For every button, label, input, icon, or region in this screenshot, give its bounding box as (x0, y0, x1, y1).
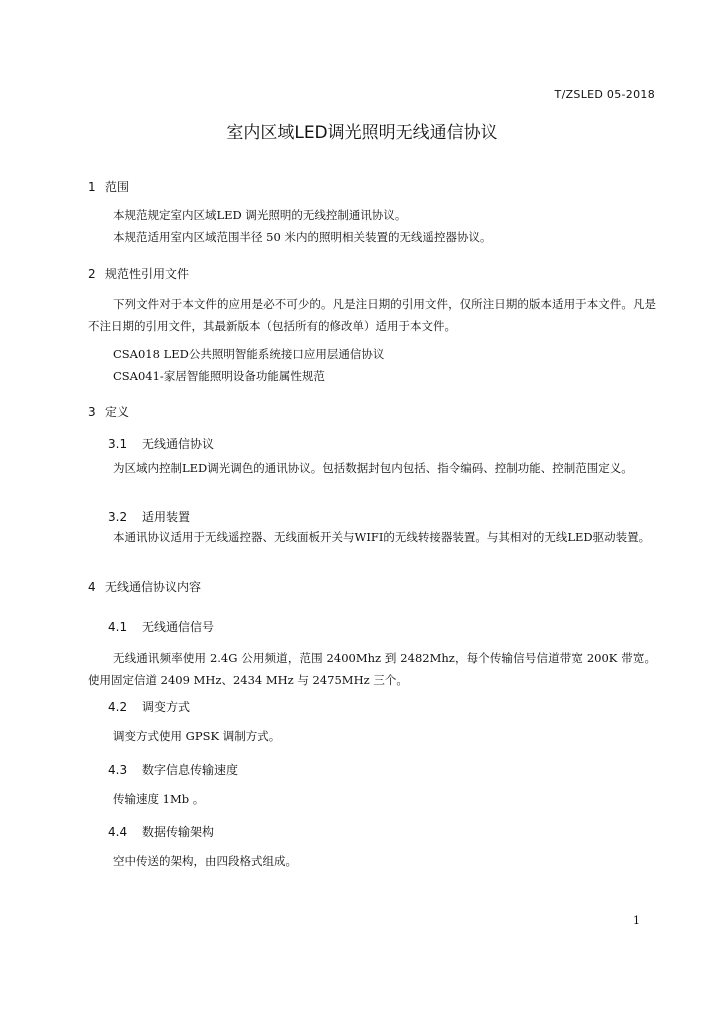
subsection-title: 无线通信协议 (142, 437, 215, 451)
section-title: 无线通信协议内容 (105, 580, 202, 594)
page-number: 1 (633, 914, 640, 927)
subsection-number: 4.3 (108, 763, 128, 777)
section-title: 规范性引用文件 (105, 267, 190, 281)
subsection-4-1-heading (108, 618, 214, 635)
subsection-number: 4.2 (108, 700, 128, 714)
section-title: 范围 (105, 180, 130, 194)
subsection-number: 4.1 (108, 620, 128, 634)
reference-item: CSA041-家居智能照明设备功能属性规范 (113, 369, 325, 383)
subsection-4-4-text: 空中传送的架构，由四段格式组成。 (113, 854, 297, 868)
subsection-title: 调变方式 (142, 700, 191, 714)
subsection-4-3-heading (108, 761, 238, 778)
subsection-3-2-paragraph: 本通讯协议适用于无线遥控器、无线面板开关与WIFI的无线转接器装置。与其相对的无线LED驱动装置。 (113, 530, 651, 544)
section-2-heading (88, 265, 189, 282)
subsection-number: 3.2 (108, 510, 128, 524)
subsection-title: 数字信息传输速度 (142, 763, 239, 777)
section-title: 定义 (105, 405, 130, 419)
document-id: T/ZSLED 05-2018 (554, 88, 655, 101)
subsection-number: 4.4 (108, 825, 128, 839)
subsection-title: 无线通信信号 (142, 620, 215, 634)
subsection-3-2-heading (108, 508, 190, 525)
section-1-line-1: 本规范规定室内区域LED 调光照明的无线控制通讯协议。 (113, 208, 407, 222)
subsection-number: 3.1 (108, 437, 128, 451)
subsection-4-1-paragraph: 无线通讯频率使用 2.4G 公用频道，范围 2400Mhz 到 2482Mhz，每个传输信号信道带宽 200K 带宽。使用固定信道 2409 MHz、2434 MHz 与 2475MHz 三个。 (88, 651, 656, 687)
reference-item: CSA018 LED公共照明智能系统接口应用层通信协议 (113, 347, 385, 361)
subsection-4-4-heading (108, 823, 214, 840)
section-number: 3 (88, 405, 96, 419)
document-title: 室内区域LED调光照明无线通信协议 (226, 123, 498, 143)
subsection-4-2-heading (108, 698, 190, 715)
subsection-3-1-paragraph: 为区域内控制LED调光调色的通讯协议。包括数据封包内包括、指令编码、控制功能、控制范围定义。 (113, 461, 633, 475)
subsection-4-2-text: 调变方式使用 GPSK 调制方式。 (113, 729, 281, 743)
section-1-heading (88, 178, 129, 195)
subsection-title: 适用装置 (142, 510, 191, 524)
subsection-3-1-heading (108, 435, 214, 452)
subsection-title: 数据传输架构 (142, 825, 215, 839)
subsection-4-3-text: 传输速度 1Mb 。 (113, 792, 205, 806)
section-number: 4 (88, 580, 96, 594)
section-number: 1 (88, 180, 96, 194)
section-4-heading (88, 578, 201, 595)
section-3-heading (88, 403, 129, 420)
section-2-paragraph: 下列文件对于本文件的应用是必不可少的。凡是注日期的引用文件，仅所注日期的版本适用于本文件。凡是不注日期的引用文件，其最新版本（包括所有的修改单）适用于本文件。 (88, 297, 656, 333)
section-1-line-2: 本规范适用室内区域范围半径 50 米内的照明相关装置的无线遥控器协议。 (113, 230, 492, 244)
section-number: 2 (88, 267, 96, 281)
